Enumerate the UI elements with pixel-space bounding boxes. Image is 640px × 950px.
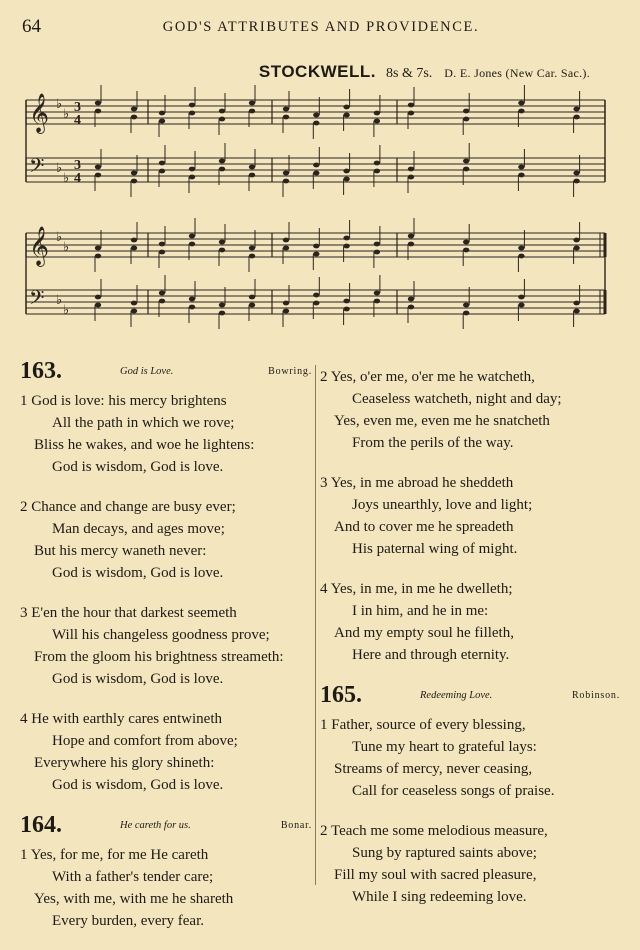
note-head: [283, 309, 289, 314]
verse-line: Tune my heart to grateful lays:: [352, 739, 537, 755]
note-head: [374, 169, 380, 174]
note-head: [95, 173, 101, 178]
verse-line: God is wisdom, God is love.: [52, 459, 224, 475]
note-head: [463, 167, 469, 172]
verse-line: But his mercy waneth never:: [34, 543, 207, 559]
note-head: [374, 119, 380, 124]
tune-meter: 8s & 7s.: [386, 66, 433, 81]
note-head: [219, 167, 225, 172]
note-head: [463, 240, 469, 245]
verse-line: 1 Father, source of every blessing,: [320, 717, 526, 733]
verse-line: From the gloom his brightness streameth:: [34, 649, 284, 665]
note-head: [131, 309, 137, 314]
verse-line: 2 Teach me some melodious measure,: [320, 823, 548, 839]
note-head: [374, 291, 380, 296]
note-head: [131, 115, 137, 120]
note-head: [518, 173, 524, 178]
hymn-title: God is Love.: [120, 366, 174, 377]
hymn-number: 163.: [20, 358, 62, 384]
hymn-164: [20, 814, 312, 932]
note-head: [283, 246, 289, 251]
note-head: [313, 301, 319, 306]
time-signature: 4: [74, 113, 81, 128]
note-head: [95, 246, 101, 251]
note-head: [131, 107, 137, 112]
note-head: [573, 246, 579, 251]
note-head: [189, 175, 195, 180]
note-head: [283, 107, 289, 112]
verse-line: And my empty soul he filleth,: [334, 625, 514, 641]
stanza: [320, 472, 620, 560]
note-head: [518, 303, 524, 308]
note-head: [249, 295, 255, 300]
stanza: [20, 390, 312, 478]
verse-line: Man decays, and ages move;: [52, 521, 225, 537]
note-head: [573, 171, 579, 176]
note-head: [249, 254, 255, 259]
note-head: [95, 109, 101, 114]
page-header: [22, 16, 620, 40]
verse-line: And to cover me he spreadeth: [334, 519, 514, 535]
tune-composer: D. E. Jones (New Car. Sac.).: [444, 66, 590, 80]
verse-line: 1 Yes, for me, for me He careth: [20, 847, 209, 863]
hymn-title: Redeeming Love.: [420, 690, 493, 701]
note-head: [159, 242, 165, 247]
note-head: [219, 303, 225, 308]
note-head: [408, 175, 414, 180]
note-head: [573, 115, 579, 120]
stanza: [20, 496, 312, 584]
note-head: [283, 301, 289, 306]
note-head: [219, 240, 225, 245]
note-head: [463, 248, 469, 253]
flat-sign-icon: ♭: [63, 240, 70, 255]
note-head: [131, 179, 137, 184]
note-head: [408, 111, 414, 116]
verse-line: Ceaseless watcheth, night and day;: [352, 391, 562, 407]
hymn-heading: [20, 814, 312, 844]
note-head: [313, 252, 319, 257]
note-head: [518, 246, 524, 251]
note-head: [219, 311, 225, 316]
note-head: [95, 165, 101, 170]
note-head: [343, 244, 349, 249]
flat-sign-icon: ♭: [63, 107, 70, 122]
note-head: [463, 159, 469, 164]
note-head: [313, 244, 319, 249]
treble-clef-icon: 𝄞: [29, 93, 50, 133]
note-head: [313, 121, 319, 126]
hymn-title: He careth for us.: [120, 820, 191, 831]
note-head: [313, 293, 319, 298]
note-head: [408, 297, 414, 302]
verse-line: 4 He with earthly cares entwineth: [20, 711, 223, 727]
note-head: [313, 113, 319, 118]
note-head: [343, 177, 349, 182]
hymn-author: Bonar.: [280, 820, 312, 831]
note-head: [249, 165, 255, 170]
verse-line: Fill my soul with sacred pleasure,: [334, 867, 537, 883]
hymn-author: Bowring.: [268, 366, 312, 377]
note-head: [249, 303, 255, 308]
hymn-number: 164.: [20, 812, 62, 838]
note-head: [374, 161, 380, 166]
verse-line: Joys unearthly, love and light;: [352, 497, 533, 513]
note-head: [189, 305, 195, 310]
treble-clef-icon: 𝄞: [29, 226, 50, 266]
verse-line: Yes, with me, with me he shareth: [34, 891, 234, 907]
flat-sign-icon: ♭: [63, 303, 70, 318]
note-head: [343, 113, 349, 118]
note-head: [463, 109, 469, 114]
stanza: [20, 708, 312, 796]
note-head: [573, 309, 579, 314]
music-score: [0, 80, 640, 350]
note-head: [131, 171, 137, 176]
time-signature: 4: [74, 171, 81, 186]
note-head: [159, 299, 165, 304]
flat-sign-icon: ♭: [56, 97, 63, 112]
flat-sign-icon: ♭: [63, 171, 70, 186]
note-head: [219, 117, 225, 122]
stanza: [20, 844, 312, 932]
verse-line: Here and through eternity.: [352, 647, 510, 663]
flat-sign-icon: ♭: [56, 230, 63, 245]
note-head: [95, 101, 101, 106]
column-divider: [315, 365, 316, 885]
bass-clef-icon: 𝄢: [29, 286, 45, 314]
note-head: [131, 238, 137, 243]
stanza: [320, 366, 620, 454]
verse-line: All the path in which we rove;: [52, 415, 235, 431]
verse-line: 4 Yes, in me, in me he dwelleth;: [320, 581, 513, 597]
flat-sign-icon: ♭: [56, 293, 63, 308]
verse-line: I in him, and he in me:: [352, 603, 489, 619]
note-head: [159, 161, 165, 166]
note-head: [518, 165, 524, 170]
hymn-heading: [20, 360, 312, 390]
note-head: [408, 167, 414, 172]
note-head: [463, 311, 469, 316]
verse-line: Bliss he wakes, and woe he lightens:: [34, 437, 255, 453]
note-head: [408, 234, 414, 239]
right-column: [320, 366, 620, 926]
note-head: [343, 299, 349, 304]
note-head: [189, 297, 195, 302]
note-head: [249, 101, 255, 106]
note-head: [374, 250, 380, 255]
note-head: [463, 117, 469, 122]
verse-line: 1 God is love: his mercy brightens: [20, 393, 227, 409]
verse-line: With a father's tender care;: [52, 869, 214, 885]
verse-line: Hope and comfort from above;: [52, 733, 238, 749]
note-head: [95, 254, 101, 259]
verse-line: Yes, even me, even me he snatcheth: [334, 413, 550, 429]
verse-line: Call for ceaseless songs of praise.: [352, 783, 555, 799]
note-head: [573, 238, 579, 243]
stanza: [20, 602, 312, 690]
hymn-165: [320, 684, 620, 908]
note-head: [408, 103, 414, 108]
note-head: [463, 303, 469, 308]
hymn-author: Robinson.: [571, 690, 620, 701]
note-head: [343, 236, 349, 241]
hymn-heading: [320, 684, 620, 714]
verse-line: 2 Chance and change are busy ever;: [20, 499, 236, 515]
note-head: [283, 171, 289, 176]
note-head: [189, 242, 195, 247]
note-head: [159, 111, 165, 116]
verse-line: 3 E'en the hour that darkest seemeth: [20, 605, 237, 621]
tune-header: [0, 62, 590, 82]
note-head: [313, 171, 319, 176]
note-head: [159, 169, 165, 174]
verse-line: 3 Yes, in me abroad he sheddeth: [320, 475, 514, 491]
time-signature: 3: [74, 100, 81, 115]
note-head: [95, 303, 101, 308]
flat-sign-icon: ♭: [56, 161, 63, 176]
note-head: [374, 111, 380, 116]
note-head: [573, 107, 579, 112]
note-head: [518, 101, 524, 106]
running-head: GOD'S ATTRIBUTES AND PROVIDENCE.: [162, 19, 480, 35]
verse-line: While I sing redeeming love.: [352, 889, 527, 905]
note-head: [343, 307, 349, 312]
note-head: [518, 295, 524, 300]
verse-line: 2 Yes, o'er me, o'er me he watcheth,: [320, 369, 535, 385]
verse-line: Sung by raptured saints above;: [352, 845, 537, 861]
verse-line: From the perils of the way.: [352, 435, 514, 451]
note-head: [283, 238, 289, 243]
note-head: [408, 242, 414, 247]
note-head: [343, 169, 349, 174]
verse-line: Everywhere his glory shineth:: [34, 755, 215, 771]
stanza: [320, 714, 620, 802]
hymn-number: 165.: [320, 682, 362, 708]
hymn-163: [20, 360, 312, 796]
left-column: [20, 360, 312, 950]
note-head: [283, 179, 289, 184]
stanza: [320, 578, 620, 666]
time-signature: 3: [74, 158, 81, 173]
note-head: [249, 109, 255, 114]
verse-line: Streams of mercy, never ceasing,: [334, 761, 533, 777]
verse-line: God is wisdom, God is love.: [52, 777, 224, 793]
note-head: [374, 299, 380, 304]
page-number: 64: [22, 16, 41, 37]
note-head: [518, 109, 524, 114]
note-head: [131, 301, 137, 306]
note-head: [374, 242, 380, 247]
stanza: [320, 820, 620, 908]
note-head: [249, 173, 255, 178]
note-head: [408, 305, 414, 310]
bass-clef-icon: 𝄢: [29, 154, 45, 182]
verse-line: His paternal wing of might.: [352, 541, 518, 557]
note-head: [313, 163, 319, 168]
note-head: [189, 234, 195, 239]
note-head: [573, 179, 579, 184]
verse-line: Will his changeless goodness prove;: [52, 627, 270, 643]
note-head: [189, 167, 195, 172]
note-head: [159, 119, 165, 124]
note-head: [518, 254, 524, 259]
tune-name: STOCKWELL.: [258, 62, 376, 81]
verse-line: Every burden, every fear.: [52, 913, 205, 929]
note-head: [95, 295, 101, 300]
verse-line: God is wisdom, God is love.: [52, 565, 224, 581]
note-head: [283, 115, 289, 120]
note-head: [573, 301, 579, 306]
note-head: [159, 291, 165, 296]
note-head: [131, 246, 137, 251]
note-head: [189, 103, 195, 108]
note-head: [159, 250, 165, 255]
note-head: [249, 246, 255, 251]
verse-line: God is wisdom, God is love.: [52, 671, 224, 687]
note-head: [189, 111, 195, 116]
note-head: [219, 159, 225, 164]
note-head: [343, 105, 349, 110]
note-head: [219, 109, 225, 114]
note-head: [219, 248, 225, 253]
